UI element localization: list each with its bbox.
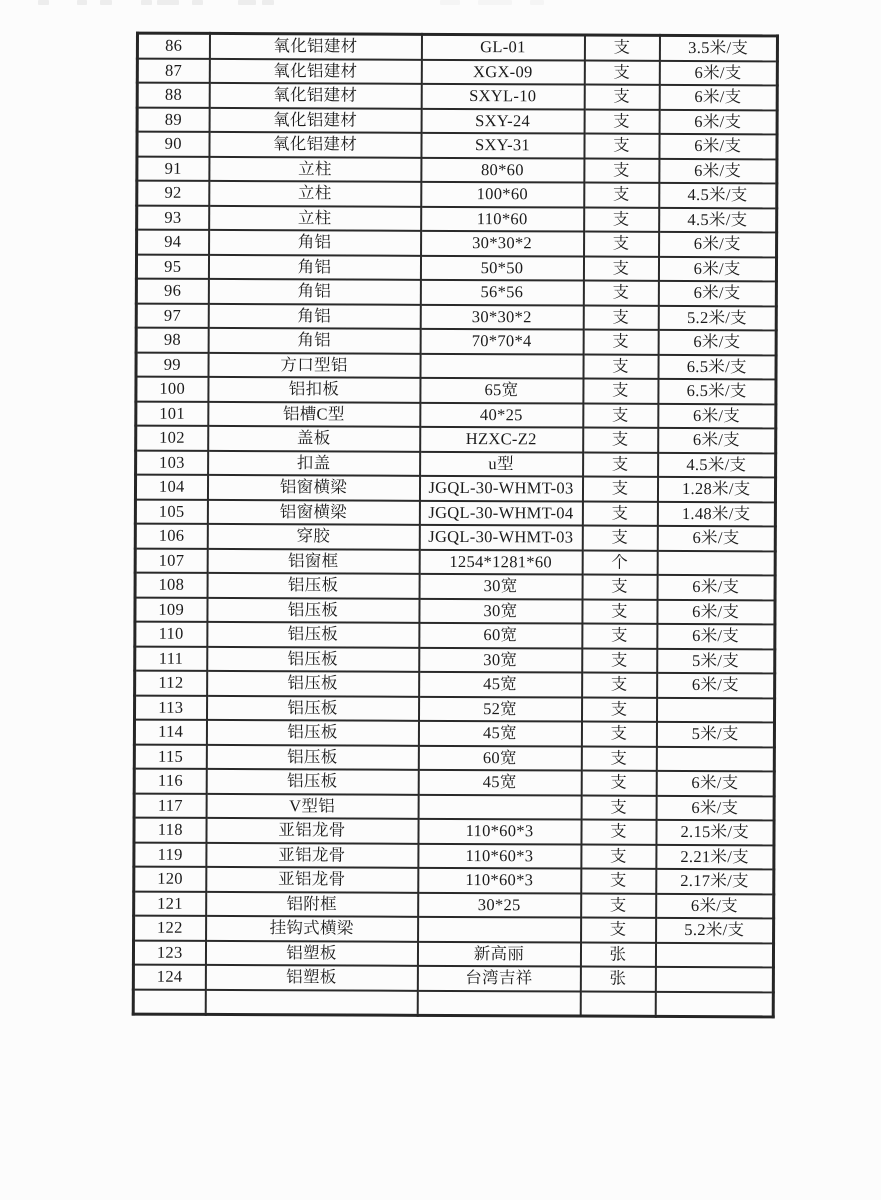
cell-length-per-piece: 2.15米/支 — [656, 820, 774, 845]
cell-spec: JGQL-30-WHMT-03 — [419, 476, 582, 501]
table-row — [136, 450, 776, 477]
cell-index: 99 — [136, 352, 208, 377]
table-row — [133, 989, 773, 1017]
cell-material-name: 角铝 — [209, 230, 421, 255]
cell-spec: 60宽 — [419, 623, 582, 648]
cell-spec: 100*60 — [421, 182, 584, 207]
table-row — [137, 205, 777, 232]
scan-artifact — [440, 0, 460, 5]
cell-unit: 支 — [582, 599, 657, 624]
cell-length-per-piece: 6米/支 — [657, 624, 775, 649]
cell-length-per-piece: 4.5米/支 — [658, 452, 776, 477]
cell-material-name: 铝压板 — [206, 769, 418, 794]
cell-index — [133, 989, 205, 1014]
table-row — [135, 573, 775, 600]
cell-spec: JGQL-30-WHMT-04 — [419, 500, 582, 525]
cell-material-name: 铝压板 — [206, 744, 418, 769]
cell-spec: 45宽 — [419, 672, 582, 697]
cell-length-per-piece: 6米/支 — [656, 893, 774, 918]
cell-material-name — [205, 989, 417, 1015]
cell-unit: 支 — [581, 893, 656, 918]
cell-spec: HZXC-Z2 — [420, 427, 583, 452]
scan-artifact — [262, 0, 274, 5]
table-row — [135, 597, 775, 624]
cell-spec — [418, 794, 581, 819]
cell-material-name: 铝窗横梁 — [207, 499, 419, 524]
cell-spec — [418, 917, 581, 942]
cell-spec: u型 — [420, 451, 583, 476]
cell-index: 98 — [136, 328, 208, 353]
cell-unit — [580, 991, 655, 1016]
cell-length-per-piece: 5米/支 — [657, 648, 775, 673]
cell-spec: 70*70*4 — [420, 329, 583, 354]
cell-unit: 支 — [581, 869, 656, 894]
cell-spec: JGQL-30-WHMT-03 — [419, 525, 582, 550]
scan-artifact — [100, 0, 112, 5]
cell-unit: 支 — [582, 477, 657, 502]
cell-index: 88 — [137, 83, 209, 108]
cell-index: 121 — [134, 891, 206, 916]
table-row — [135, 548, 775, 575]
cell-spec: SXY-24 — [421, 108, 584, 133]
cell-spec: XGX-09 — [421, 59, 584, 84]
cell-material-name: 铝附框 — [206, 891, 418, 916]
cell-unit: 支 — [581, 918, 656, 943]
cell-spec: 30*25 — [418, 892, 581, 917]
cell-length-per-piece — [657, 550, 775, 575]
cell-material-name: 亚铝龙骨 — [206, 867, 418, 892]
cell-unit: 支 — [581, 795, 656, 820]
cell-spec: 新高丽 — [417, 941, 580, 966]
cell-length-per-piece: 6米/支 — [659, 134, 777, 159]
cell-material-name: 铝压板 — [207, 671, 419, 696]
cell-spec: 60宽 — [418, 745, 581, 770]
cell-unit: 支 — [584, 109, 659, 134]
cell-material-name: 扣盖 — [208, 450, 420, 475]
table-body — [133, 33, 777, 1017]
cell-index: 103 — [136, 450, 208, 475]
cell-material-name: 铝压板 — [207, 597, 419, 622]
cell-unit: 支 — [584, 85, 659, 110]
cell-material-name: 角铝 — [208, 328, 420, 353]
cell-material-name: 立柱 — [209, 181, 421, 206]
cell-spec: 30宽 — [419, 647, 582, 672]
cell-index: 116 — [134, 769, 206, 794]
table-row — [137, 230, 777, 257]
cell-unit: 支 — [582, 526, 657, 551]
cell-unit: 支 — [583, 354, 658, 379]
cell-unit: 支 — [583, 403, 658, 428]
cell-unit: 支 — [583, 281, 658, 306]
cell-material-name: 铝塑板 — [205, 940, 417, 965]
cell-spec: 110*60 — [421, 206, 584, 231]
scan-artifact — [38, 0, 49, 5]
table-row — [136, 352, 776, 379]
cell-unit: 支 — [582, 575, 657, 600]
cell-index: 89 — [137, 107, 209, 132]
cell-spec: 45宽 — [418, 770, 581, 795]
cell-spec — [417, 990, 580, 1016]
cell-index: 124 — [133, 965, 205, 990]
cell-unit: 支 — [581, 722, 656, 747]
cell-length-per-piece: 6米/支 — [659, 232, 777, 257]
cell-index: 123 — [133, 940, 205, 965]
cell-index: 96 — [136, 279, 208, 304]
cell-unit: 支 — [584, 60, 659, 85]
cell-material-name: V型铝 — [206, 793, 418, 818]
table-row — [136, 303, 776, 330]
cell-length-per-piece: 6米/支 — [659, 158, 777, 183]
cell-index: 114 — [134, 720, 206, 745]
cell-material-name: 盖板 — [208, 426, 420, 451]
cell-length-per-piece: 6米/支 — [657, 599, 775, 624]
table-row — [137, 83, 777, 110]
cell-material-name: 氧化铝建材 — [209, 33, 421, 59]
cell-unit: 支 — [582, 624, 657, 649]
cell-length-per-piece: 1.48米/支 — [657, 501, 775, 526]
cell-unit: 支 — [584, 232, 659, 257]
cell-material-name: 铝扣板 — [208, 377, 420, 402]
cell-index: 106 — [135, 524, 207, 549]
table-row — [133, 965, 773, 992]
cell-material-name: 铝压板 — [207, 646, 419, 671]
cell-index: 113 — [135, 695, 207, 720]
cell-index: 110 — [135, 622, 207, 647]
cell-spec: 52宽 — [418, 696, 581, 721]
cell-index: 104 — [135, 475, 207, 500]
table-row — [136, 328, 776, 355]
cell-spec: 30宽 — [419, 598, 582, 623]
cell-material-name: 铝压板 — [207, 695, 419, 720]
cell-length-per-piece: 6米/支 — [658, 330, 776, 355]
cell-unit: 支 — [583, 305, 658, 330]
cell-length-per-piece: 5.2米/支 — [656, 918, 774, 943]
cell-material-name: 亚铝龙骨 — [206, 842, 418, 867]
cell-unit: 支 — [582, 673, 657, 698]
cell-length-per-piece: 3.5米/支 — [659, 35, 777, 61]
cell-index: 119 — [134, 842, 206, 867]
scan-artifact — [530, 0, 544, 5]
cell-length-per-piece: 1.28米/支 — [657, 477, 775, 502]
cell-length-per-piece: 6.5米/支 — [658, 379, 776, 404]
cell-length-per-piece: 6米/支 — [659, 109, 777, 134]
cell-index: 120 — [134, 867, 206, 892]
table-row — [136, 401, 776, 428]
cell-length-per-piece — [655, 942, 773, 967]
cell-unit: 支 — [581, 746, 656, 771]
cell-length-per-piece: 6米/支 — [659, 85, 777, 110]
cell-index: 105 — [135, 499, 207, 524]
cell-spec: 110*60*3 — [418, 843, 581, 868]
cell-material-name: 亚铝龙骨 — [206, 818, 418, 843]
cell-length-per-piece: 6米/支 — [659, 60, 777, 85]
cell-index: 118 — [134, 818, 206, 843]
table-row — [137, 181, 777, 208]
cell-material-name: 角铝 — [208, 279, 420, 304]
cell-index: 107 — [135, 548, 207, 573]
cell-index: 112 — [135, 671, 207, 696]
cell-material-name: 铝窗横梁 — [207, 475, 419, 500]
scan-artifact — [192, 0, 203, 5]
table-row — [134, 720, 774, 747]
cell-index: 97 — [136, 303, 208, 328]
cell-spec: 110*60*3 — [418, 868, 581, 893]
cell-unit: 支 — [581, 697, 656, 722]
cell-length-per-piece: 2.17米/支 — [656, 869, 774, 894]
cell-material-name: 氧化铝建材 — [209, 132, 421, 157]
cell-material-name: 立柱 — [209, 156, 421, 181]
scan-artifact — [478, 0, 512, 5]
cell-material-name: 铝压板 — [206, 720, 418, 745]
table-row — [134, 916, 774, 943]
table-row — [134, 867, 774, 894]
cell-unit: 个 — [582, 550, 657, 575]
cell-length-per-piece: 5米/支 — [656, 722, 774, 747]
cell-index: 86 — [137, 33, 209, 58]
cell-length-per-piece: 6米/支 — [657, 526, 775, 551]
cell-unit: 支 — [583, 330, 658, 355]
cell-spec: 30*30*2 — [421, 231, 584, 256]
table-row — [134, 744, 774, 771]
cell-index: 102 — [136, 426, 208, 451]
cell-spec: 110*60*3 — [418, 819, 581, 844]
cell-material-name: 氧化铝建材 — [209, 58, 421, 83]
cell-unit: 支 — [584, 158, 659, 183]
cell-length-per-piece: 6米/支 — [657, 575, 775, 600]
cell-length-per-piece: 2.21米/支 — [656, 844, 774, 869]
cell-length-per-piece: 4.5米/支 — [659, 183, 777, 208]
table-row — [136, 279, 776, 306]
cell-material-name: 角铝 — [208, 303, 420, 328]
cell-material-name: 角铝 — [208, 254, 420, 279]
cell-material-name: 铝压板 — [207, 573, 419, 598]
cell-unit: 支 — [581, 820, 656, 845]
cell-spec: SXYL-10 — [421, 84, 584, 109]
table-row — [135, 671, 775, 698]
cell-unit: 张 — [580, 942, 655, 967]
cell-index: 115 — [134, 744, 206, 769]
cell-unit: 支 — [584, 183, 659, 208]
cell-unit: 支 — [582, 648, 657, 673]
cell-index: 95 — [136, 254, 208, 279]
table-row — [134, 769, 774, 796]
table-row — [137, 132, 777, 159]
cell-index: 87 — [137, 58, 209, 83]
cell-unit: 支 — [583, 256, 658, 281]
cell-length-per-piece: 6米/支 — [657, 673, 775, 698]
cell-spec: 40*25 — [420, 402, 583, 427]
cell-length-per-piece — [655, 991, 773, 1017]
cell-length-per-piece — [656, 697, 774, 722]
cell-length-per-piece: 4.5米/支 — [659, 207, 777, 232]
cell-unit: 支 — [584, 35, 659, 60]
cell-unit: 张 — [580, 967, 655, 992]
table-row — [135, 622, 775, 649]
cell-spec: 1254*1281*60 — [419, 549, 582, 574]
cell-length-per-piece: 6米/支 — [658, 256, 776, 281]
table-row — [135, 499, 775, 526]
scan-artifact — [238, 0, 256, 5]
cell-index: 94 — [137, 230, 209, 255]
table-row — [135, 475, 775, 502]
table-row — [134, 793, 774, 820]
cell-length-per-piece: 5.2米/支 — [658, 305, 776, 330]
cell-index: 111 — [135, 646, 207, 671]
cell-spec: 台湾吉祥 — [417, 966, 580, 991]
cell-spec: 65宽 — [420, 378, 583, 403]
scan-artifact — [77, 0, 87, 5]
cell-length-per-piece: 6米/支 — [658, 428, 776, 453]
cell-unit: 支 — [581, 771, 656, 796]
table-row — [137, 107, 777, 134]
cell-spec: GL-01 — [421, 34, 584, 60]
cell-index: 108 — [135, 573, 207, 598]
table-row — [136, 254, 776, 281]
materials-inventory-table — [132, 32, 779, 1019]
cell-unit: 支 — [583, 379, 658, 404]
cell-unit: 支 — [583, 428, 658, 453]
cell-index: 91 — [137, 156, 209, 181]
table-row — [136, 377, 776, 404]
table-row — [134, 818, 774, 845]
cell-material-name: 氧化铝建材 — [209, 107, 421, 132]
cell-index: 101 — [136, 401, 208, 426]
cell-index: 122 — [134, 916, 206, 941]
cell-spec: 30宽 — [419, 574, 582, 599]
cell-material-name: 铝压板 — [207, 622, 419, 647]
cell-spec: 30*30*2 — [420, 304, 583, 329]
cell-unit: 支 — [582, 501, 657, 526]
cell-material-name: 方口型铝 — [208, 352, 420, 377]
cell-index: 90 — [137, 132, 209, 157]
table-row — [137, 156, 777, 183]
materials-table-container — [132, 32, 780, 1019]
table-row — [137, 33, 777, 61]
cell-index: 93 — [137, 205, 209, 230]
cell-unit: 支 — [583, 452, 658, 477]
cell-index: 117 — [134, 793, 206, 818]
table-row — [137, 58, 777, 85]
cell-length-per-piece: 6米/支 — [656, 771, 774, 796]
cell-material-name: 立柱 — [209, 205, 421, 230]
cell-material-name: 挂钩式横梁 — [206, 916, 418, 941]
cell-spec: 45宽 — [418, 721, 581, 746]
cell-length-per-piece: 6米/支 — [658, 281, 776, 306]
cell-spec: 56*56 — [420, 280, 583, 305]
cell-length-per-piece: 6米/支 — [656, 795, 774, 820]
cell-spec — [420, 353, 583, 378]
cell-spec: 50*50 — [420, 255, 583, 280]
cell-unit: 支 — [584, 134, 659, 159]
cell-unit: 支 — [584, 207, 659, 232]
cell-material-name: 铝槽C型 — [208, 401, 420, 426]
cell-material-name: 氧化铝建材 — [209, 83, 421, 108]
table-row — [136, 426, 776, 453]
cell-index: 100 — [136, 377, 208, 402]
scan-artifact — [141, 0, 152, 5]
cell-length-per-piece — [656, 746, 774, 771]
cell-length-per-piece: 6米/支 — [658, 403, 776, 428]
table-row — [134, 842, 774, 869]
table-row — [134, 891, 774, 918]
table-row — [135, 695, 775, 722]
cell-spec: SXY-31 — [421, 133, 584, 158]
table-row — [135, 524, 775, 551]
cell-index: 109 — [135, 597, 207, 622]
cell-material-name: 铝窗框 — [207, 548, 419, 573]
cell-length-per-piece — [655, 967, 773, 992]
cell-unit: 支 — [581, 844, 656, 869]
scan-artifact — [157, 0, 179, 5]
cell-material-name: 穿胶 — [207, 524, 419, 549]
cell-length-per-piece: 6.5米/支 — [658, 354, 776, 379]
cell-material-name: 铝塑板 — [205, 965, 417, 990]
table-row — [135, 646, 775, 673]
table-row — [133, 940, 773, 967]
cell-spec: 80*60 — [421, 157, 584, 182]
cell-index: 92 — [137, 181, 209, 206]
